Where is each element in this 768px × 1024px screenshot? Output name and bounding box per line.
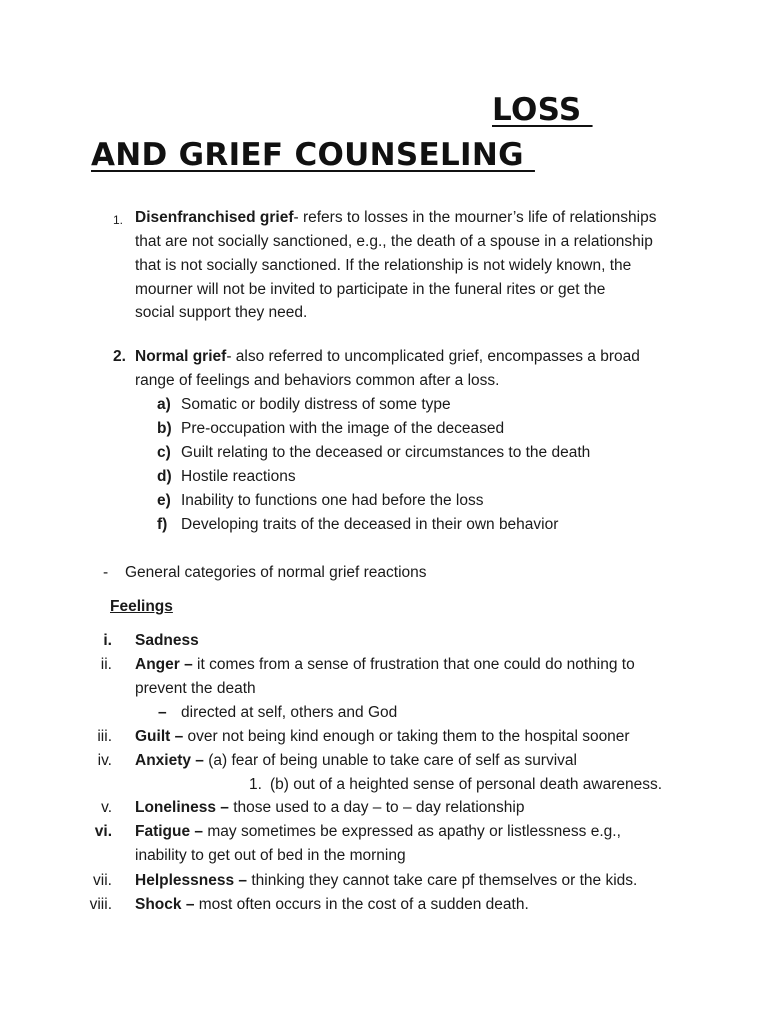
feeling-cont-ii: prevent the death [135,680,256,697]
item1-text-1: - refers to losses in the mourner’s life of relationships [293,209,657,226]
feeling-line-v [135,798,524,818]
item2-text-1: - also referred to uncomplicated grief, encompasses a broad [226,348,640,365]
feeling-line-viii [135,895,529,915]
item1-line-4: mourner will not be invited to participate in the funeral rites or get the [135,281,606,298]
feeling-line-vi [135,822,621,842]
feeling-marker-ii: ii. [100,656,112,673]
feeling-marker-viii: viii. [89,896,112,913]
feeling-marker-i: i. [103,632,112,649]
subitem-marker-f: f) [157,516,168,533]
feeling-term-vii: Helplessness – [135,872,248,889]
subitem-marker-e: e) [157,492,171,509]
feeling-rest-iv: (a) fear of being unable to take care of self as survival [203,752,577,769]
feeling-rest-viii: most often occurs in the cost of a sudden death. [194,896,529,913]
general-marker: - [103,564,109,581]
item1-marker: 1. [113,213,124,227]
item1-line-3: that is not socially sanctioned. If the relationship is not widely known, the [135,257,632,274]
item2-line-1 [135,347,640,367]
feeling-rest-vi: may sometimes be expressed as apathy or listlessness e.g., [203,823,621,840]
anxiety-sub-marker: 1. [249,776,262,793]
item2-term: Normal grief [135,348,227,365]
feeling-term-viii: Shock – [135,896,195,913]
feeling-term-i: Sadness [135,632,199,649]
item2-marker: 2. [113,348,126,365]
feeling-rest-vii: thinking they cannot take care pf themselves or the kids. [247,872,638,889]
title-line-1: LOSS [492,92,593,128]
subitem-text-c: Guilt relating to the deceased or circumstances to the death [181,444,591,461]
subitem-text-e: Inability to functions one had before the loss [181,492,484,509]
item1-line-1 [135,208,656,228]
subitem-text-a: Somatic or bodily distress of some type [181,396,451,413]
anger-sub-marker: – [158,704,167,721]
feeling-term-iv: Anxiety – [135,752,204,769]
subitem-marker-d: d) [157,468,172,485]
subitem-marker-a: a) [157,396,171,413]
subitem-marker-c: c) [157,444,171,461]
feeling-term-vi: Fatigue – [135,823,204,840]
subitem-text-d: Hostile reactions [181,468,296,485]
anger-sub-text: directed at self, others and God [181,704,398,721]
feeling-marker-vii: vii. [93,872,112,889]
title-line-2: AND GRIEF COUNSELING [91,137,535,173]
feeling-marker-iii: iii. [97,728,112,745]
feeling-term-iii: Guilt – [135,728,184,745]
general-text: General categories of normal grief reactions [125,564,427,581]
feeling-line-vii [135,871,637,891]
feeling-marker-v: v. [101,799,112,816]
feeling-term-ii: Anger – [135,656,193,673]
feeling-line-ii [135,655,635,675]
feeling-rest-ii: it comes from a sense of frustration that one could do nothing to [192,656,635,673]
feeling-line-iv [135,751,577,771]
item2-line-2: range of feelings and behaviors common after a loss. [135,372,500,389]
subitem-marker-b: b) [157,420,172,437]
feeling-marker-iv: iv. [97,752,112,769]
subitem-text-b: Pre-occupation with the image of the deceased [181,420,505,437]
item1-line-5: social support they need. [135,304,308,321]
feeling-rest-iii: over not being kind enough or taking them to the hospital sooner [183,728,630,745]
feeling-rest-v: those used to a day – to – day relationship [228,799,525,816]
feeling-cont-vi: inability to get out of bed in the morning [135,847,406,864]
feeling-line-iii [135,727,630,747]
subitem-text-f: Developing traits of the deceased in their own behavior [181,516,559,533]
feeling-line-i [135,631,199,651]
anxiety-sub-text: (b) out of a heighted sense of personal death awareness. [270,776,663,793]
feelings-heading: Feelings [110,598,173,615]
feeling-marker-vi: vi. [94,823,112,840]
item1-term: Disenfranchised grief [135,209,294,226]
item1-line-2: that are not socially sanctioned, e.g., the death of a spouse in a relationship [135,233,653,250]
feeling-term-v: Loneliness – [135,799,229,816]
